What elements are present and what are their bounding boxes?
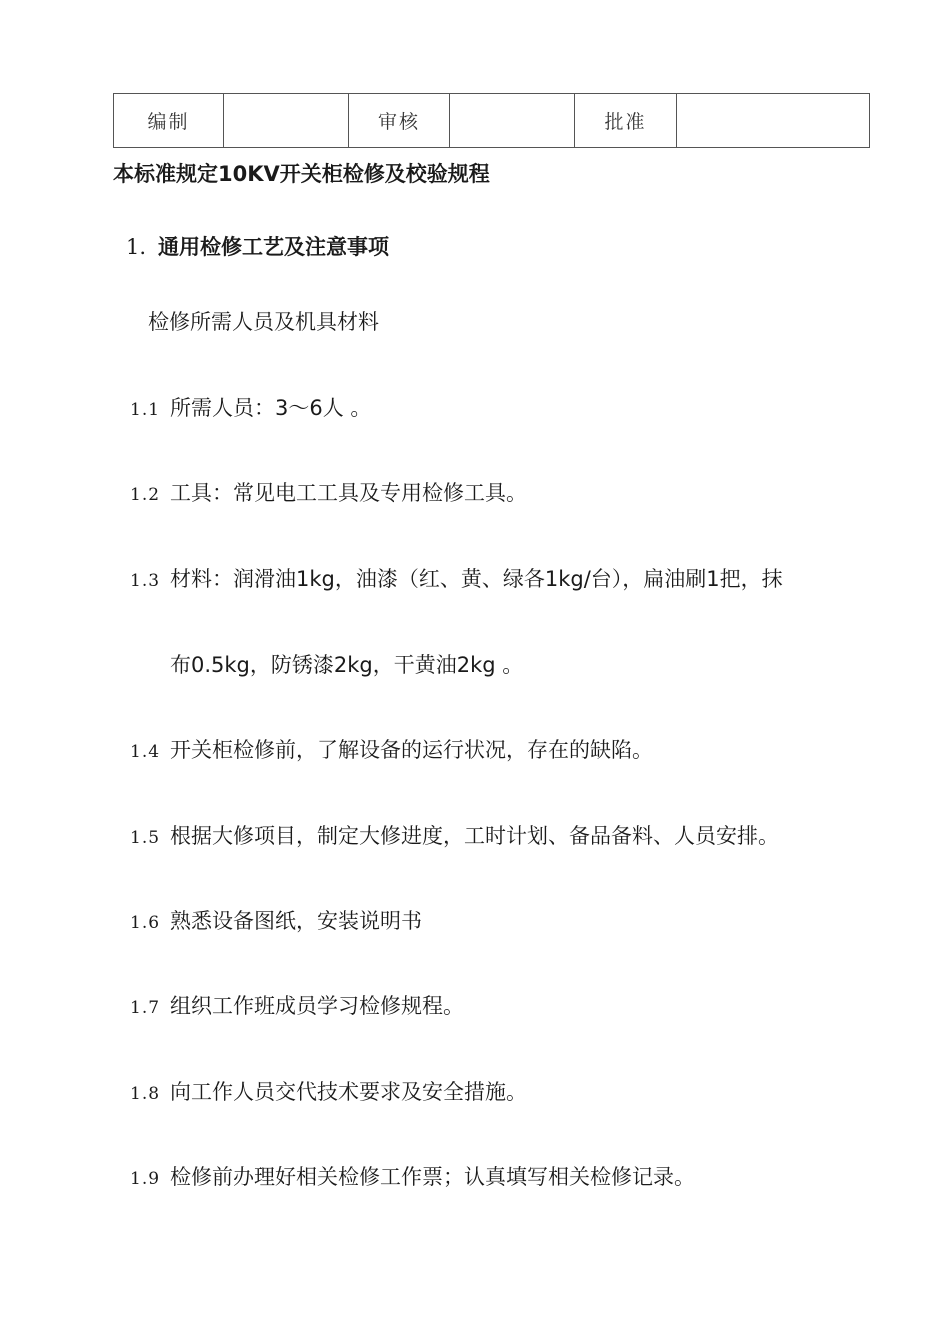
section-heading xyxy=(126,231,389,261)
item-text: 组织工作班成员学习检修规程。 xyxy=(170,994,464,1018)
list-item-continuation: 布0.5kg，防锈漆2kg，干黄油2kg 。 xyxy=(170,653,524,677)
compile-label: 编制 xyxy=(114,94,224,148)
item-text: 根据大修项目，制定大修进度，工时计划、备品备料、人员安排。 xyxy=(170,824,779,848)
section-heading-text: 通用检修工艺及注意事项 xyxy=(158,235,389,259)
list-item xyxy=(130,820,779,850)
list-item xyxy=(130,1076,527,1106)
list-item xyxy=(130,905,422,935)
list-item xyxy=(130,563,783,593)
list-item xyxy=(130,477,527,507)
item-text: 向工作人员交代技术要求及安全措施。 xyxy=(170,1080,527,1104)
item-number: 1.4 xyxy=(130,742,161,762)
approval-row xyxy=(114,94,870,148)
item-text: 熟悉设备图纸，安装说明书 xyxy=(170,909,422,933)
section-number: 1. xyxy=(126,235,147,259)
item-text: 开关柜检修前，了解设备的运行状况，存在的缺陷。 xyxy=(170,738,653,762)
item-number: 1.9 xyxy=(130,1169,161,1189)
item-number: 1.8 xyxy=(130,1084,161,1104)
list-item xyxy=(130,392,371,422)
review-label: 审核 xyxy=(349,94,450,148)
item-number: 1.2 xyxy=(130,485,161,505)
approval-table xyxy=(113,93,870,148)
item-text: 材料：润滑油1kg，油漆（红、黄、绿各1kg/台），扁油刷1把，抹 xyxy=(170,567,783,591)
subheading: 检修所需人员及机具材料 xyxy=(148,310,379,334)
approve-value-cell[interactable] xyxy=(677,94,870,148)
item-number: 1.3 xyxy=(130,571,161,591)
item-text: 检修前办理好相关检修工作票；认真填写相关检修记录。 xyxy=(170,1165,695,1189)
document-title: 本标准规定10KV开关柜检修及校验规程 xyxy=(113,162,490,186)
list-item xyxy=(130,734,653,764)
item-number: 1.6 xyxy=(130,913,161,933)
item-number: 1.7 xyxy=(130,998,161,1018)
item-number: 1.5 xyxy=(130,828,161,848)
review-value-cell[interactable] xyxy=(450,94,575,148)
item-text: 工具：常见电工工具及专用检修工具。 xyxy=(170,481,527,505)
item-number: 1.1 xyxy=(130,400,161,420)
list-item xyxy=(130,1161,695,1191)
compile-value-cell[interactable] xyxy=(224,94,349,148)
item-text: 所需人员：3～6人 。 xyxy=(170,396,372,420)
list-item xyxy=(130,990,464,1020)
approve-label: 批准 xyxy=(575,94,677,148)
